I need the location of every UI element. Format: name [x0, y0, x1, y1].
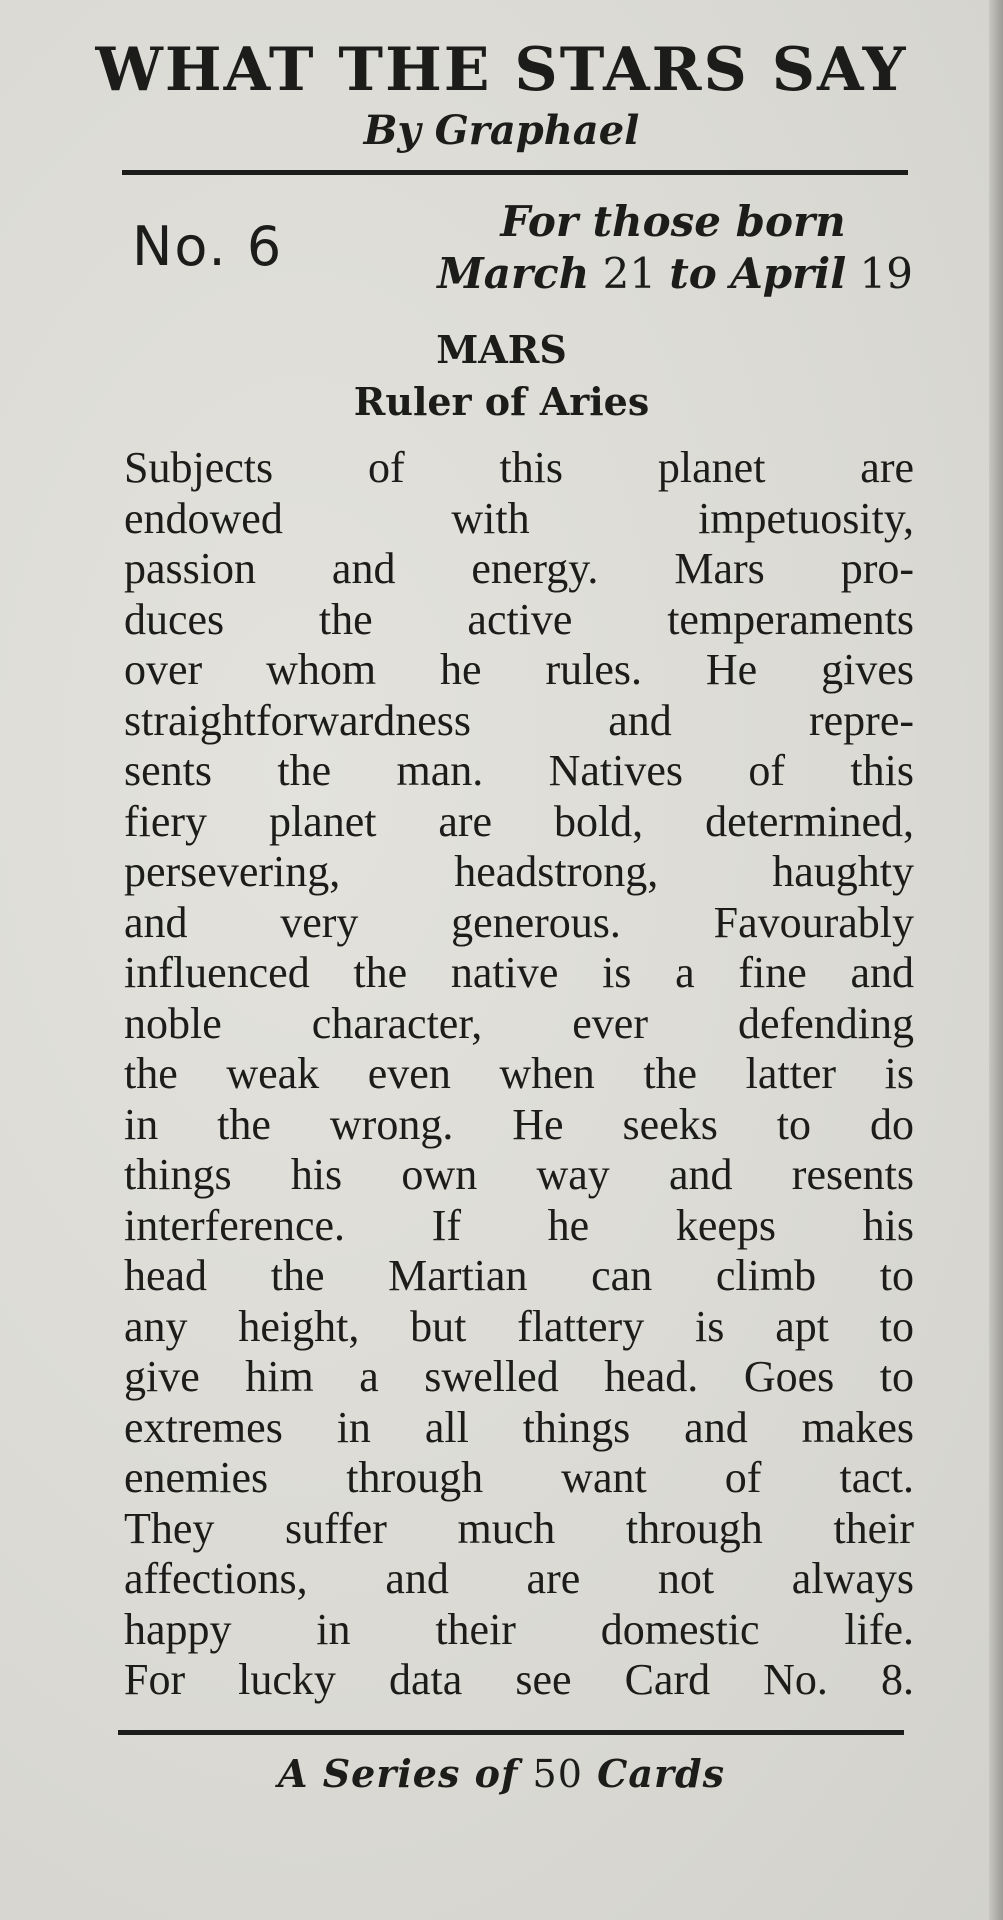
series-footer: [0, 1745, 1003, 1803]
text-line: For lucky data see Card No. 8.: [124, 1655, 914, 1704]
text-line: head the Martian can climb to: [124, 1251, 914, 1300]
born-day-end: 19: [859, 249, 913, 298]
horoscope-text: [124, 443, 914, 1706]
born-day-start: 21: [602, 249, 657, 298]
text-line: noble character, ever defending: [124, 998, 914, 1048]
text-line: Subjects of this planet are: [124, 443, 914, 492]
text-line: fiery planet are bold, determined,: [124, 796, 914, 846]
birth-date-range: [393, 196, 913, 300]
text-line: the weak even when the latter is: [124, 1049, 914, 1098]
footer-count: 50: [532, 1752, 583, 1796]
text-line: endowed with impetuosity,: [124, 493, 914, 543]
text-line: They suffer much through their: [124, 1503, 914, 1553]
born-month-end: April: [730, 249, 847, 298]
text-line: and very generous. Favourably: [124, 897, 914, 947]
born-to: to: [669, 249, 717, 298]
top-divider: [122, 170, 908, 175]
footer-suffix: Cards: [597, 1751, 725, 1796]
text-line: straightforwardness and repre-: [124, 695, 914, 745]
text-line: over whom he rules. He gives: [124, 645, 914, 694]
born-intro: For those born: [500, 197, 846, 246]
text-line: in the wrong. He seeks to do: [124, 1099, 914, 1149]
born-month-start: March: [437, 249, 590, 298]
card-title: WHAT THE STARS SAY: [95, 35, 908, 105]
card-byline: By Graphael: [363, 107, 640, 154]
text-line: interference. If he keeps his: [124, 1200, 914, 1250]
text-line: duces the active temperaments: [124, 594, 914, 644]
planet-heading: MARS: [436, 327, 567, 372]
text-line: any height, but flattery is apt to: [124, 1301, 914, 1351]
text-line: affections, and are not always: [124, 1554, 914, 1603]
text-line: things his own way and resents: [124, 1150, 914, 1199]
text-line: persevering, headstrong, haughty: [124, 847, 914, 896]
ruler-subheading: Ruler of Aries: [353, 379, 650, 424]
text-line: passion and energy. Mars pro-: [124, 544, 914, 593]
text-line: give him a swelled head. Goes to: [124, 1352, 914, 1401]
card-number: No. 6: [132, 215, 284, 278]
born-dates: [393, 248, 913, 300]
text-line: extremes in all things and makes: [124, 1402, 914, 1452]
text-line: sents the man. Natives of this: [124, 746, 914, 795]
text-line: happy in their domestic life.: [124, 1604, 914, 1654]
text-line: enemies through want of tact.: [124, 1453, 914, 1502]
footer-prefix: A Series of: [278, 1751, 519, 1796]
text-line: influenced the native is a fine and: [124, 948, 914, 997]
bottom-divider: [118, 1730, 904, 1735]
